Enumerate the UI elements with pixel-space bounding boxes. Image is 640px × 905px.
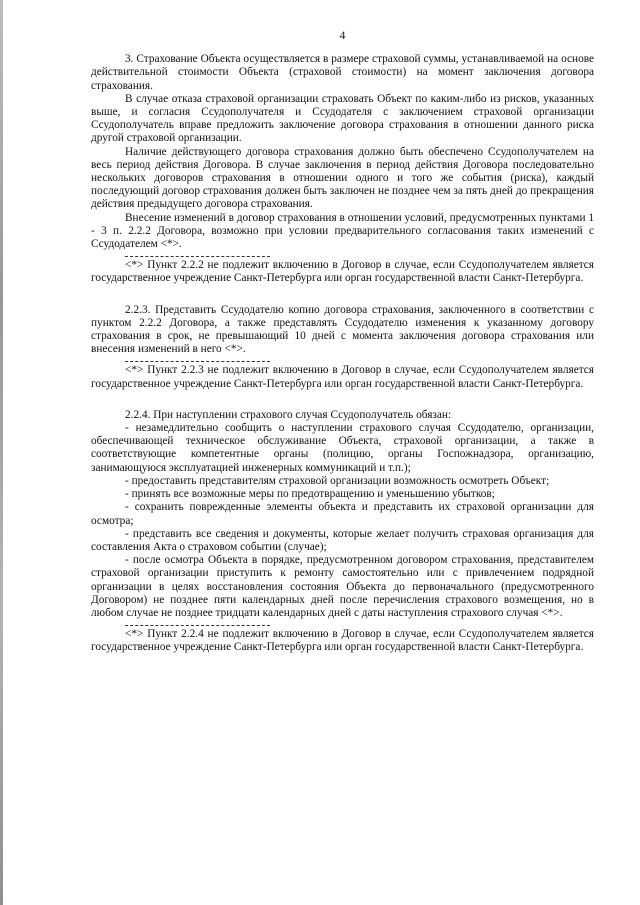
paragraph-contract-changes: Внесение изменений в договор страхования в отношении условий, предусмотренных пунктами 1 - 3 п. 2.2.2 Договора, возможно при условии предварительного согласования таких изменений с Ссудодателем <*>. — [91, 211, 594, 251]
footnote-separator — [125, 357, 270, 362]
spacer — [91, 286, 594, 304]
footnote-separator — [125, 252, 270, 257]
footnote-2-2-4: <*> Пункт 2.2.4 не подлежит включению в Договор в случае, если Ссудополучателем является государственное учреждение Санкт-Петербурга или орган государственной власти Санкт-Петербурга. — [91, 628, 594, 654]
scan-edge-shadow — [0, 0, 3, 905]
paragraph-refusal-case: В случае отказа страховой организации страховать Объект по каким-либо из рисков, указанных выше, и согласия Ссудополучателя и Ссудодателя с заключением страховой организации Ссудополучатель вправе предложить заключение договора страхования в отношении данного риска другой страховой организации. — [91, 92, 594, 145]
paragraph-2-2-3: 2.2.3. Представить Ссудодателю копию договора страхования, заключенного в соответствии с пунктом 2.2.2 Договора, а также представлять Ссудодателю изменения к указанному договору страхования в срок, не превышающий 10 дней с момента заключения договора страхования или внесения изменений в него <*>. — [91, 303, 594, 356]
list-item-inspection: - предоставить представителям страховой организации возможность осмотреть Объект; — [125, 474, 550, 487]
list-item-notify: - незамедлительно сообщить о наступлении страхового случая Ссудодателю, организации, обеспечивающей техническое обслуживание Объекта, страховой организации, а также в соответствующие компетентные органы (полицию, органы Госпожнадзора, организацию, занимающуюся эксплуатацией инженерных коммуникаций и т.п.); — [91, 422, 594, 474]
list-item-provide-documents: - представить все сведения и документы, которые желает получить страховая организация для составления Акта о страховом событии (случае); — [91, 527, 594, 553]
list-item-repair: - после осмотра Объекта в порядке, предусмотренном договором страхования, представителем страховой организации приступить к ремонту самостоятельно или с привлечением подрядной организации в целях восстановления состояния Объекта до первоначального (предусмотренного Договором) не позднее пяти календарных дней после перечисления страхового возмещения, но в любом случае не позднее тридцати календарных дней с даты наступления страхового случая <*>. — [91, 554, 594, 619]
spacer — [91, 391, 594, 409]
list-item-keep-elements: - сохранить поврежденные элементы объекта и представить их страховой организации для осмотра; — [91, 501, 594, 527]
paragraph-insurance-amount: 3. Страхование Объекта осуществляется в размере страховой суммы, устанавливаемой на основе действительной стоимости Объекта (страховой стоимости) на момент заключения договора страхования. — [91, 53, 594, 92]
page-number: 4 — [339, 30, 346, 42]
list-item-prevent-losses: - принять все возможные меры по предотвращению и уменьшению убытков; — [125, 488, 495, 501]
footnote-2-2-2: <*> Пункт 2.2.2 не подлежит включению в Договор в случае, если Ссудополучателем является государственное учреждение Санкт-Петербурга или орган государственной власти Санкт-Петербурга. — [91, 259, 594, 285]
footnote-separator — [125, 621, 270, 626]
footnote-2-2-3: <*> Пункт 2.2.3 не подлежит включению в Договор в случае, если Ссудополучателем является государственное учреждение Санкт-Петербурга или орган государственной власти Санкт-Петербурга. — [91, 364, 594, 390]
paragraph-2-2-4-heading: 2.2.4. При наступлении страхового случая Ссудополучатель обязан: — [125, 408, 452, 421]
paragraph-valid-contract: Наличие действующего договора страхования должно быть обеспечено Ссудополучателем на весь период действия Договора. В случае заключения в период действия Договора последовательно нескольких договоров страхования в отношении одного и того же события (риска), каждый последующий договор страхования должен быть заключен не позднее чем за пять дней до прекращения действия предыдущего договора страхования. — [91, 145, 594, 211]
